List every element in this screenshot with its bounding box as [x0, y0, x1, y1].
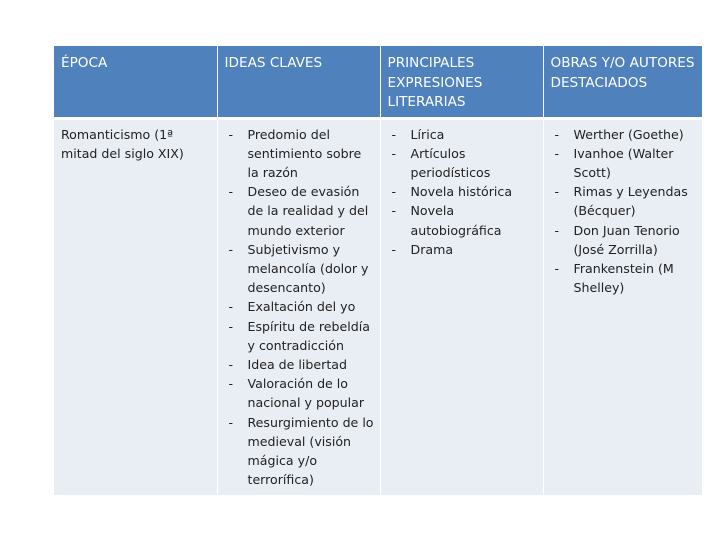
list-item: - Deseo de evasión de la realidad y del mundo exterior: [225, 182, 376, 240]
ideas-list: [225, 125, 376, 490]
list-item: - Subjetivismo y melancolía (dolor y desencanto): [225, 240, 376, 298]
header-epoca: ÉPOCA: [54, 46, 217, 118]
list-item: - Idea de libertad: [225, 355, 376, 374]
header-row: [54, 46, 702, 118]
cell-obras: [543, 118, 702, 495]
list-item: - Rimas y Leyendas (Bécquer): [551, 182, 699, 220]
cell-ideas: [217, 118, 380, 495]
list-item: - Exaltación del yo: [225, 297, 376, 316]
list-item: - Predomio del sentimiento sobre la razón: [225, 125, 376, 183]
obras-list: [551, 125, 699, 298]
cell-expresiones: [380, 118, 543, 495]
romanticism-table: [54, 46, 702, 495]
table-row: [54, 118, 702, 495]
list-item: - Artículos periodísticos: [388, 144, 539, 182]
header-expresiones-literarias: PRINCIPALES EXPRESIONES LITERARIAS: [380, 46, 543, 118]
list-item: - Resurgimiento de lo medieval (visión mágica y/o terrorífica): [225, 413, 376, 490]
list-item: - Werther (Goethe): [551, 125, 699, 144]
cell-epoca: [54, 118, 217, 495]
list-item: - Drama: [388, 240, 539, 259]
list-item: - Ivanhoe (Walter Scott): [551, 144, 699, 182]
list-item: - Novela histórica: [388, 182, 539, 201]
list-item: - Valoración de lo nacional y popular: [225, 374, 376, 412]
list-item: - Frankenstein (M Shelley): [551, 259, 699, 297]
expresiones-list: [388, 125, 539, 259]
list-item: - Espíritu de rebeldía y contradicción: [225, 317, 376, 355]
header-ideas-claves: IDEAS CLAVES: [217, 46, 380, 118]
epoca-text: Romanticismo (1ª mitad del siglo XIX): [61, 126, 184, 161]
list-item: - Lírica: [388, 125, 539, 144]
header-obras-autores: OBRAS Y/O AUTORES DESTACIADOS: [543, 46, 702, 118]
list-item: - Don Juan Tenorio (José Zorrilla): [551, 221, 699, 259]
list-item: - Novela autobiográfica: [388, 201, 539, 239]
